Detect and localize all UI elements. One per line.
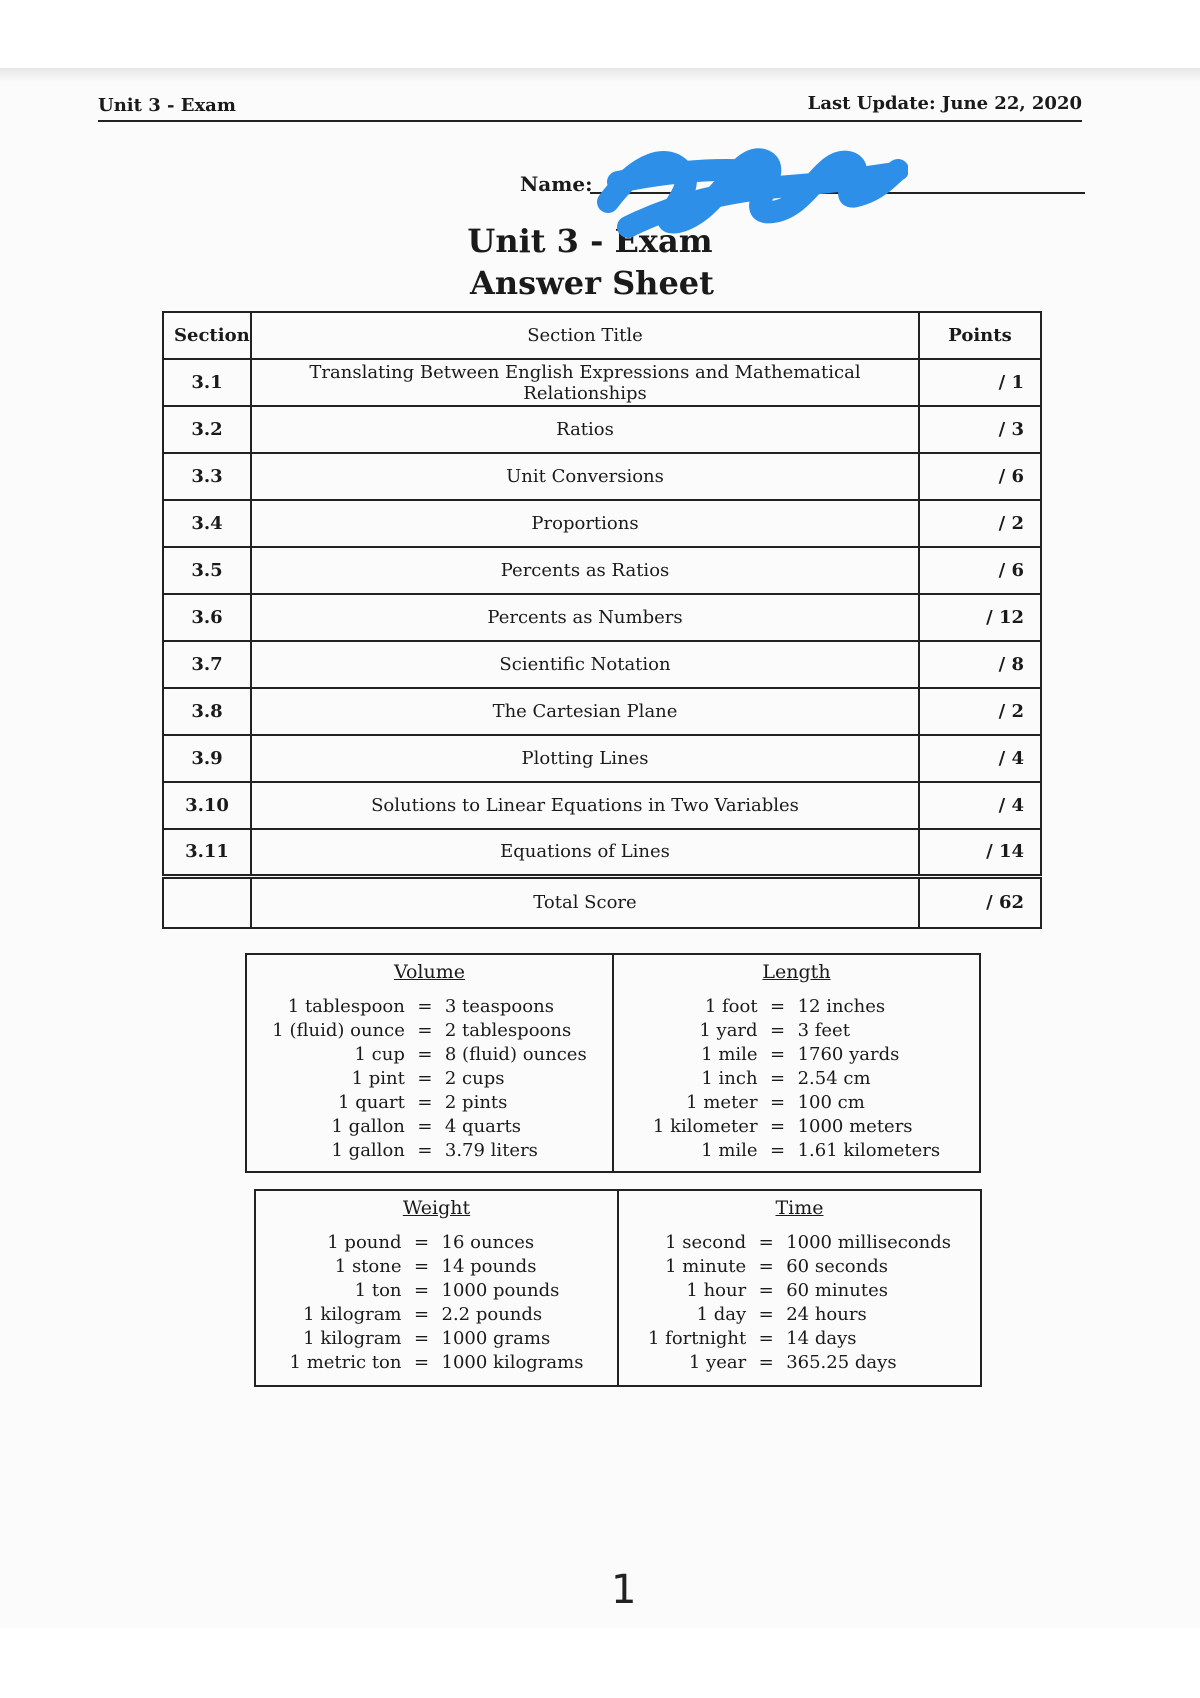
conversion-from: 1 metric ton bbox=[289, 1352, 402, 1373]
conversion-row bbox=[266, 995, 592, 1019]
section-title: Ratios bbox=[251, 406, 919, 453]
conversion-row bbox=[284, 1303, 590, 1327]
section-number: 3.3 bbox=[163, 453, 251, 500]
conversion-from: 1 mile bbox=[701, 1140, 758, 1161]
conversion-equals: = bbox=[413, 1256, 430, 1277]
conversion-row bbox=[266, 1067, 592, 1091]
section-points: / 2 bbox=[919, 500, 1041, 547]
conversion-box-weight-time bbox=[254, 1189, 982, 1387]
score-row bbox=[163, 735, 1041, 782]
section-number: 3.5 bbox=[163, 547, 251, 594]
conversion-from: 1 pint bbox=[351, 1068, 405, 1089]
section-points: / 6 bbox=[919, 453, 1041, 500]
section-points: / 2 bbox=[919, 688, 1041, 735]
conversion-from: 1 gallon bbox=[331, 1140, 405, 1161]
section-number: 3.2 bbox=[163, 406, 251, 453]
length-table bbox=[647, 995, 946, 1163]
score-row bbox=[163, 641, 1041, 688]
header-last-update: Last Update: June 22, 2020 bbox=[807, 93, 1082, 114]
conversion-from: 1 mile bbox=[701, 1044, 758, 1065]
conversion-equals: = bbox=[770, 1068, 786, 1089]
section-points: / 3 bbox=[919, 406, 1041, 453]
conversion-row bbox=[284, 1255, 590, 1279]
conversion-equals: = bbox=[758, 1328, 774, 1349]
section-points: / 1 bbox=[919, 359, 1041, 406]
section-points: / 62 bbox=[919, 876, 1041, 928]
conversion-equals: = bbox=[770, 1140, 786, 1161]
conversion-to: 12 inches bbox=[797, 996, 886, 1017]
weight-table bbox=[284, 1231, 590, 1375]
conversion-row bbox=[266, 1043, 592, 1067]
conversion-equals: = bbox=[758, 1256, 774, 1277]
conversion-row bbox=[266, 1139, 592, 1163]
conversion-from: 1 kilogram bbox=[303, 1304, 402, 1325]
conversion-from: 1 (fluid) ounce bbox=[272, 1020, 405, 1041]
section-number: 3.9 bbox=[163, 735, 251, 782]
conversion-to: 60 minutes bbox=[786, 1280, 888, 1301]
conversion-from: 1 pound bbox=[327, 1232, 402, 1253]
conversion-from: 1 meter bbox=[686, 1092, 758, 1113]
conversion-equals: = bbox=[770, 996, 786, 1017]
conversion-to: 1.61 kilometers bbox=[797, 1140, 941, 1161]
conversion-to: 1000 milliseconds bbox=[786, 1232, 951, 1253]
conversion-equals: = bbox=[770, 1092, 786, 1113]
paper-shadow bbox=[0, 68, 1200, 82]
score-row bbox=[163, 688, 1041, 735]
conversion-to: 60 seconds bbox=[786, 1256, 888, 1277]
conversion-to: 14 pounds bbox=[441, 1256, 537, 1277]
conversion-row bbox=[647, 1019, 946, 1043]
exam-subtitle: Answer Sheet bbox=[470, 264, 714, 302]
conversion-to: 2 tablespoons bbox=[444, 1020, 572, 1041]
conversion-equals: = bbox=[417, 1092, 433, 1113]
conversion-from: 1 ton bbox=[354, 1280, 402, 1301]
score-row bbox=[163, 829, 1041, 876]
conversion-equals: = bbox=[413, 1352, 430, 1373]
section-title: Proportions bbox=[251, 500, 919, 547]
time-column bbox=[617, 1191, 980, 1385]
section-number bbox=[163, 876, 251, 928]
section-title: Percents as Ratios bbox=[251, 547, 919, 594]
score-row bbox=[163, 547, 1041, 594]
section-title: The Cartesian Plane bbox=[251, 688, 919, 735]
section-title: Total Score bbox=[251, 876, 919, 928]
time-table bbox=[642, 1231, 957, 1375]
conversion-to: 16 ounces bbox=[441, 1232, 535, 1253]
conversion-to: 1000 kilograms bbox=[441, 1352, 584, 1373]
conversion-equals: = bbox=[770, 1020, 786, 1041]
conversion-equals: = bbox=[413, 1232, 430, 1253]
conversion-row bbox=[647, 1067, 946, 1091]
conversion-row bbox=[647, 995, 946, 1019]
conversion-row bbox=[642, 1255, 957, 1279]
conversion-row bbox=[647, 1115, 946, 1139]
header-unit-label: Unit 3 - Exam bbox=[98, 95, 236, 116]
conversion-row bbox=[284, 1327, 590, 1351]
col-header-section: Section bbox=[163, 312, 251, 359]
conversion-to: 4 quarts bbox=[444, 1116, 521, 1137]
volume-table bbox=[266, 995, 592, 1163]
section-points: / 6 bbox=[919, 547, 1041, 594]
conversion-row bbox=[266, 1091, 592, 1115]
section-number: 3.10 bbox=[163, 782, 251, 829]
conversion-equals: = bbox=[770, 1116, 786, 1137]
conversion-row bbox=[284, 1231, 590, 1255]
col-header-title: Section Title bbox=[251, 312, 919, 359]
conversion-equals: = bbox=[417, 1116, 433, 1137]
section-number: 3.6 bbox=[163, 594, 251, 641]
section-title: Scientific Notation bbox=[251, 641, 919, 688]
score-row bbox=[163, 782, 1041, 829]
time-heading: Time bbox=[775, 1197, 824, 1219]
conversion-to: 24 hours bbox=[786, 1304, 867, 1325]
conversion-from: 1 yard bbox=[699, 1020, 758, 1041]
section-number: 3.1 bbox=[163, 359, 251, 406]
section-points: / 12 bbox=[919, 594, 1041, 641]
conversion-row bbox=[642, 1279, 957, 1303]
score-row bbox=[163, 594, 1041, 641]
conversion-equals: = bbox=[417, 1020, 433, 1041]
conversion-equals: = bbox=[413, 1328, 430, 1349]
conversion-row bbox=[642, 1351, 957, 1375]
conversion-from: 1 minute bbox=[665, 1256, 747, 1277]
score-table bbox=[162, 311, 1042, 929]
conversion-equals: = bbox=[758, 1280, 774, 1301]
conversion-to: 2.2 pounds bbox=[441, 1304, 543, 1325]
conversion-row bbox=[284, 1351, 590, 1375]
col-header-points: Points bbox=[919, 312, 1041, 359]
conversion-to: 100 cm bbox=[797, 1092, 865, 1113]
conversion-from: 1 cup bbox=[354, 1044, 405, 1065]
section-number: 3.4 bbox=[163, 500, 251, 547]
section-title: Solutions to Linear Equations in Two Variables bbox=[251, 782, 919, 829]
section-number: 3.11 bbox=[163, 829, 251, 876]
conversion-from: 1 kilometer bbox=[652, 1116, 758, 1137]
conversion-equals: = bbox=[413, 1280, 430, 1301]
redaction-scribble bbox=[588, 132, 908, 252]
section-title: Equations of Lines bbox=[251, 829, 919, 876]
conversion-row bbox=[642, 1303, 957, 1327]
conversion-equals: = bbox=[417, 996, 433, 1017]
conversion-to: 3 teaspoons bbox=[444, 996, 554, 1017]
section-points: / 14 bbox=[919, 829, 1041, 876]
conversion-equals: = bbox=[417, 1044, 433, 1065]
section-points: / 8 bbox=[919, 641, 1041, 688]
conversion-from: 1 fortnight bbox=[647, 1328, 747, 1349]
volume-heading: Volume bbox=[394, 961, 465, 983]
conversion-row bbox=[642, 1327, 957, 1351]
conversion-from: 1 tablespoon bbox=[287, 996, 405, 1017]
conversion-row bbox=[642, 1231, 957, 1255]
conversion-to: 2.54 cm bbox=[797, 1068, 871, 1089]
conversion-to: 1000 grams bbox=[441, 1328, 551, 1349]
section-points: / 4 bbox=[919, 782, 1041, 829]
conversion-row bbox=[266, 1115, 592, 1139]
page-header bbox=[98, 92, 1082, 122]
conversion-from: 1 second bbox=[665, 1232, 747, 1253]
length-heading: Length bbox=[762, 961, 831, 983]
name-label: Name: bbox=[520, 172, 593, 196]
conversion-from: 1 inch bbox=[701, 1068, 758, 1089]
conversion-row bbox=[284, 1279, 590, 1303]
score-row bbox=[163, 406, 1041, 453]
conversion-box-volume-length bbox=[245, 953, 981, 1173]
weight-heading: Weight bbox=[402, 1197, 471, 1219]
score-row bbox=[163, 500, 1041, 547]
conversion-from: 1 hour bbox=[686, 1280, 747, 1301]
conversion-equals: = bbox=[758, 1232, 774, 1253]
conversion-to: 365.25 days bbox=[786, 1352, 897, 1373]
conversion-to: 2 pints bbox=[444, 1092, 508, 1113]
section-title: Percents as Numbers bbox=[251, 594, 919, 641]
conversion-from: 1 kilogram bbox=[303, 1328, 402, 1349]
conversion-to: 1000 meters bbox=[797, 1116, 913, 1137]
conversion-equals: = bbox=[758, 1304, 774, 1325]
exam-title: Unit 3 - Exam bbox=[467, 222, 713, 260]
conversion-to: 2 cups bbox=[444, 1068, 505, 1089]
length-column bbox=[612, 955, 979, 1171]
conversion-to: 3.79 liters bbox=[444, 1140, 538, 1161]
conversion-to: 14 days bbox=[786, 1328, 857, 1349]
section-points: / 4 bbox=[919, 735, 1041, 782]
conversion-row bbox=[647, 1043, 946, 1067]
conversion-from: 1 foot bbox=[704, 996, 758, 1017]
page-number: 1 bbox=[611, 1567, 637, 1613]
section-number: 3.8 bbox=[163, 688, 251, 735]
conversion-from: 1 day bbox=[696, 1304, 747, 1325]
conversion-to: 1000 pounds bbox=[441, 1280, 560, 1301]
conversion-equals: = bbox=[413, 1304, 430, 1325]
conversion-equals: = bbox=[417, 1068, 433, 1089]
conversion-to: 1760 yards bbox=[797, 1044, 900, 1065]
score-total-row bbox=[163, 876, 1041, 928]
conversion-equals: = bbox=[417, 1140, 433, 1161]
score-row bbox=[163, 359, 1041, 406]
section-title: Unit Conversions bbox=[251, 453, 919, 500]
conversion-row bbox=[266, 1019, 592, 1043]
weight-column bbox=[256, 1191, 617, 1385]
section-number: 3.7 bbox=[163, 641, 251, 688]
volume-column bbox=[247, 955, 612, 1171]
conversion-equals: = bbox=[758, 1352, 774, 1373]
conversion-from: 1 quart bbox=[338, 1092, 405, 1113]
conversion-from: 1 year bbox=[688, 1352, 747, 1373]
score-row bbox=[163, 453, 1041, 500]
section-title: Translating Between English Expressions and Mathematical Relationships bbox=[251, 359, 919, 406]
score-table-header-row bbox=[163, 312, 1041, 359]
conversion-to: 3 feet bbox=[797, 1020, 850, 1041]
conversion-row bbox=[647, 1091, 946, 1115]
conversion-from: 1 stone bbox=[334, 1256, 402, 1277]
conversion-row bbox=[647, 1139, 946, 1163]
conversion-equals: = bbox=[770, 1044, 786, 1065]
conversion-from: 1 gallon bbox=[331, 1116, 405, 1137]
section-title: Plotting Lines bbox=[251, 735, 919, 782]
conversion-to: 8 (fluid) ounces bbox=[444, 1044, 587, 1065]
